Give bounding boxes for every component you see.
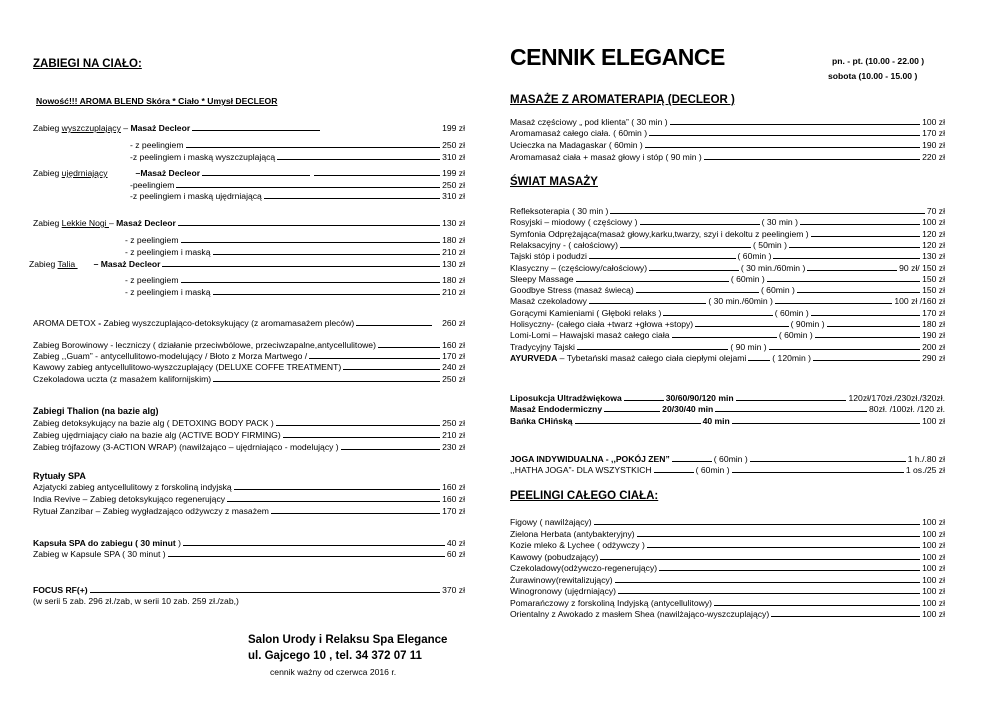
price-row: Bańka CHińską 40 min 100 zł [510, 416, 945, 426]
item-price: 100 zł [922, 609, 945, 619]
price-row: JOGA INDYWIDUALNA - ,,POKÓJ ZEN” ( 60min ) 1 h./.80 zł [510, 454, 945, 464]
item-name: Symfonia Odprężająca(masaż głowy,karku,twarzy, szyi i dekoltu z peelingiem ) [510, 228, 809, 239]
price-row: - z peelingiem i maską 210 zł [125, 247, 465, 257]
page-title: CENNIK ELEGANCE [510, 44, 725, 70]
hours-saturday: sobota (10.00 - 15.00 ) [828, 71, 918, 81]
item-price: 150 zł [922, 285, 946, 296]
salon-address: ul. Gajcego 10 , tel. 34 372 07 11 [248, 650, 422, 662]
item-price: 130 zł [922, 251, 946, 262]
item-name: Holisyczny- (całego ciała +twarz +głowa +stopy) [510, 319, 694, 329]
item-name: Czekoladowy(odżywczo-regenerujący) [510, 563, 658, 573]
item-price: 120 zł [922, 228, 945, 239]
price-row: Zabieg ,,Guam” - antycellulitowo-modelujący / Błoto z Morza Martwego / 170 zł [33, 351, 465, 361]
body-treatments-heading: ZABIEGI NA CIAŁO: [33, 58, 142, 70]
world-of-massages-heading: ŚWIAT MASAŻY [510, 176, 598, 188]
item-name: Figowy ( nawilżający) [510, 517, 592, 527]
item-price: 170 zł [922, 307, 946, 318]
price-row [510, 263, 945, 273]
item-duration: ( 60min ) [730, 273, 765, 284]
item-duration: ( 60min ) [774, 307, 809, 318]
item-name: Żurawinowy(rewitalizujący) [510, 574, 613, 585]
price-row: Rytuał Zanzibar – Zabieg wygładzająco odżywczy z masażem 170 zł [33, 506, 465, 516]
price-row: Zabieg ujędrniający –Masaż Decleor 199 zł [33, 168, 465, 178]
price-row: Zabieg Talia – Masaż Decleor 130 zł [29, 259, 465, 269]
price-row [510, 342, 945, 352]
item-name: Lomi-Lomi – Hawajski masaż całego ciała [510, 330, 670, 341]
price-row [510, 206, 945, 216]
body-peeling-heading: PEELINGI CAŁEGO CIAŁA: [510, 490, 659, 502]
price-row: Zabieg detoksykujący na bazie alg ( DETOXING BODY PACK ) 250 zł [33, 418, 465, 428]
price-row [510, 319, 945, 329]
item-price: 100 zł [922, 528, 945, 539]
price-row: -z peelingiem i maską wyszczuplającą 310 zł [130, 152, 465, 162]
price-row: AYURVEDA – Tybetański masaż całego ciała ciepłymi olejami ( 120min ) 290 zł [510, 353, 945, 363]
price-row [510, 575, 945, 585]
hours-weekday: pn. - pt. (10.00 - 22.00 ) [832, 56, 925, 66]
item-price: 90 zł/ 150 zł [899, 262, 946, 273]
item-name: Refleksoterapia ( 30 min ) [510, 206, 609, 216]
price-row [510, 330, 945, 340]
price-row: Kapsuła SPA do zabiegu ( 30 minut ) 40 zł [33, 538, 465, 548]
price-row: - z peelingiem 180 zł [125, 275, 465, 285]
price-row [510, 552, 945, 562]
item-name: Gorącymi Kamieniami ( Głęboki relaks ) [510, 307, 662, 318]
item-name: Tradycyjny Tajski [510, 341, 575, 352]
aromatherapy-heading: MASAŻE Z AROMATERAPIĄ (DECLEOR ) [510, 94, 735, 106]
item-name: Masaż czekoladowy [510, 296, 587, 307]
price-row: Zabieg Lekkie Nogi – Masaż Decleor 130 zł [33, 218, 465, 228]
price-row [510, 296, 945, 306]
item-name: Kozie mleko & Lychee ( odżywczy ) [510, 540, 645, 550]
item-name: Orientalny z Awokado z masłem Shea (nawilżająco-wyszczuplający) [510, 609, 770, 619]
item-duration: ( 60min ) [778, 330, 813, 341]
price-row [510, 540, 945, 550]
item-duration: ( 30 min ) [761, 217, 798, 228]
price-row: - z peelingiem i maską 210 zł [125, 287, 465, 297]
price-row: Zabieg trójfazowy (3-ACTION WRAP) (nawilżająco – ujędrniająco - modelujący ) 230 zł [33, 442, 465, 452]
item-name: Rosyjski – miodowy ( częściowy ) [510, 217, 638, 228]
item-price: 100 zł [922, 540, 945, 550]
item-price: 180 zł [922, 319, 946, 329]
item-price: 70 zł [926, 206, 945, 216]
price-row: Kawowy zabieg antycellulitowo-wyszczuplający (DELUXE COFFE TREATMENT) 240 zł [33, 362, 465, 372]
price-row: India Revive – Zabieg detoksykująco regenerujący 160 zł [33, 494, 465, 504]
price-row [510, 308, 945, 318]
price-row: -peelingiem 250 zł [130, 180, 465, 190]
item-duration: ( 90min ) [790, 319, 825, 329]
item-duration: ( 30 min./60min ) [708, 296, 773, 307]
item-price: 190 zł [922, 330, 945, 341]
price-row: Aromamasaż ciała + masaż głowy i stóp ( 90 min ) 220 zł [510, 152, 945, 162]
price-row: - z peelingiem 250 zł [130, 140, 465, 150]
price-row: FOCUS RF(+) 370 zł [33, 585, 465, 595]
item-duration: ( 50min ) [753, 239, 787, 250]
item-price: 100 zł [922, 563, 945, 573]
price-row: Zabieg wyszczuplający – Masaż Decleor 199 zł [33, 123, 465, 133]
item-name: Relaksacyjny - ( całościowy) [510, 239, 618, 250]
item-name: Pomarańczowy z forskoliną Indyjską (antycellulitowy) [510, 597, 713, 608]
price-row [510, 609, 945, 619]
item-price: 100 zł /160 zł [894, 296, 945, 307]
price-row: Liposukcja Ultradźwiękowa 30/60/90/120 min 120zł/170zł./230zł./320zł. [510, 393, 945, 403]
price-row: Azjatycki zabieg antycellulitowy z forskoliną indyjską 160 zł [33, 482, 465, 492]
item-name: Sleepy Massage [510, 273, 574, 284]
item-name: Goodbye Stress (masaż świecą) [510, 285, 634, 296]
price-row: Masaż Endodermiczny 20/30/40 min 80zł. /100zł. /120 zł. [510, 404, 945, 414]
item-duration: ( 30 min./60min ) [740, 262, 806, 273]
price-row: Aromamasaż całego ciała. ( 60min ) 170 zł [510, 128, 945, 138]
item-price: 100 zł [922, 217, 945, 228]
price-row [510, 240, 945, 250]
price-row [510, 251, 945, 261]
price-row [510, 274, 945, 284]
item-name: Tajski stóp i podudzi [510, 251, 587, 262]
focus-series-note: (w serii 5 zab. 296 zł./zab, w serii 10 zab. 259 zł./zab,) [33, 596, 239, 606]
price-row: Zabieg Borowinowy - leczniczy ( działanie przeciwbólowe, przeciwzapalne,antycellulitowe) 160 zł [33, 340, 465, 350]
item-price: 200 zł [922, 341, 945, 352]
price-row: AROMA DETOX - Zabieg wyszczuplająco-detoksykujący (z aromamasażem pleców) 260 zł [33, 318, 465, 328]
price-row: - z peelingiem 180 zł [125, 235, 465, 245]
item-price: 150 zł [922, 273, 946, 284]
price-row: Zabieg ujędrniający ciało na bazie alg (ACTIVE BODY FIRMING) 210 zł [33, 430, 465, 440]
price-row: Masaż częściowy „ pod klienta” ( 30 min ) 100 zł [510, 117, 945, 127]
item-duration: ( 60min ) [760, 285, 795, 296]
item-duration: ( 90 min ) [730, 341, 767, 352]
item-name: Winogronowy (ujędrniający) [510, 586, 617, 596]
item-price: 100 zł [922, 517, 945, 527]
item-price: 100 zł [922, 586, 945, 596]
validity-note: cennik ważny od czerwca 2016 r. [270, 667, 397, 677]
price-row [510, 285, 945, 295]
item-price: 120 zł [922, 239, 945, 250]
item-duration: ( 60min ) [737, 251, 772, 262]
item-price: 100 zł [922, 574, 945, 585]
price-row: Ucieczka na Madagaskar ( 60min ) 190 zł [510, 140, 945, 150]
thalion-heading: Zabiegi Thalion (na bazie alg) [33, 406, 159, 416]
price-row [510, 217, 945, 227]
price-row [510, 529, 945, 539]
item-name: Zielona Herbata (antybakteryjny) [510, 528, 635, 539]
item-name: Kawowy (pobudzający) [510, 551, 599, 562]
salon-name: Salon Urody i Relaksu Spa Elegance [248, 634, 448, 646]
price-row: ,,HATHA JOGA”- DLA WSZYSTKICH ( 60min ) 1 os./25 zł [510, 465, 945, 475]
item-price: 100 zł [922, 551, 945, 562]
item-price: 100 zł [922, 597, 945, 608]
price-row: Czekoladowa uczta (z masażem kalifornijskim) 250 zł [33, 374, 465, 384]
item-name: Klasyczny – (częściowy/całościowy) [510, 262, 648, 273]
price-row [510, 563, 945, 573]
price-row [510, 586, 945, 596]
aroma-blend-heading: Nowość!!! AROMA BLEND Skóra * Ciało * Umysł DECLEOR [36, 96, 278, 106]
price-row [510, 229, 945, 239]
price-row [510, 598, 945, 608]
price-row [510, 517, 945, 527]
price-row: Zabieg w Kapsule SPA ( 30 minut ) 60 zł [33, 549, 465, 559]
price-row: -z peelingiem i maską ujędrniającą 310 zł [130, 191, 465, 201]
spa-rituals-heading: Rytuały SPA [33, 471, 86, 481]
